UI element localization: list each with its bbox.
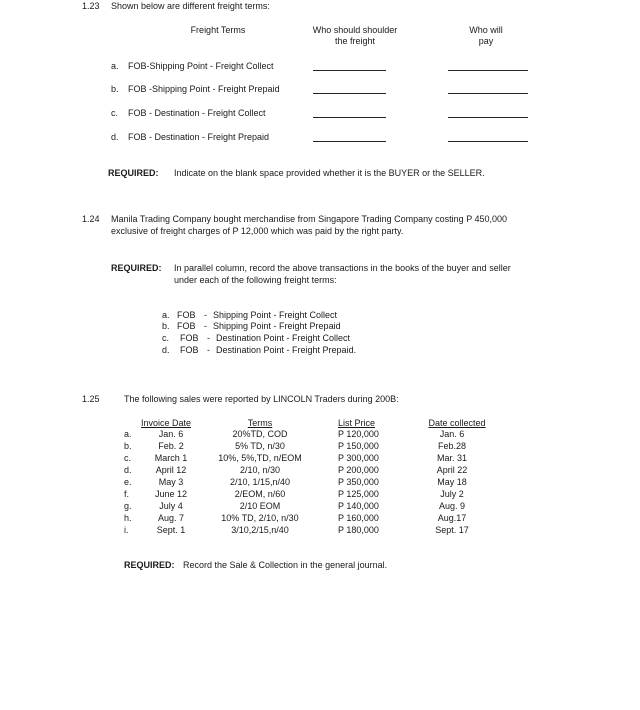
invoice-date-cell: June 12 bbox=[154, 489, 188, 499]
problem-intro-1-23: Shown below are different freight terms: bbox=[111, 1, 270, 11]
list-price-cell: P 350,000 bbox=[338, 477, 379, 487]
header-who-pay bbox=[446, 25, 526, 47]
date-collected-cell: May 18 bbox=[437, 477, 467, 487]
terms-cell: 10%, 5%,TD, n/EOM bbox=[218, 453, 302, 463]
invoice-date-cell: July 4 bbox=[159, 501, 183, 511]
header-freight-terms: Freight Terms bbox=[190, 25, 246, 35]
header-who-pay-line1: Who will bbox=[469, 25, 503, 35]
freight-item-letter: c. bbox=[111, 108, 119, 118]
freight-item-text: FOB-Shipping Point - Freight Collect bbox=[128, 61, 274, 71]
date-collected-cell: April 22 bbox=[436, 465, 468, 475]
required-text-line1-1-24: In parallel column, record the above transactions in the books of the buyer and seller bbox=[174, 263, 511, 273]
row-letter: b. bbox=[124, 441, 132, 451]
freight-item-text: FOB -Shipping Point - Freight Prepaid bbox=[128, 84, 280, 94]
freight-item-letter: b. bbox=[111, 84, 119, 94]
term-letter: c. bbox=[162, 333, 170, 343]
row-letter: d. bbox=[124, 465, 132, 475]
problem-intro-1-25: The following sales were reported by LINCOLN Traders during 200B: bbox=[124, 394, 399, 404]
date-collected-cell: July 2 bbox=[440, 489, 464, 499]
terms-cell: 3/10,2/15,n/40 bbox=[231, 525, 289, 535]
required-label-1-23: REQUIRED: bbox=[108, 168, 159, 178]
col-header-date-collected: Date collected bbox=[428, 418, 486, 428]
date-collected-cell: Sept. 17 bbox=[435, 525, 469, 535]
term-letter: a. bbox=[162, 310, 170, 320]
terms-cell: 2/EOM, n/60 bbox=[234, 489, 286, 499]
header-who-shoulder bbox=[300, 25, 410, 47]
list-price-cell: P 150,000 bbox=[338, 441, 379, 451]
list-price-cell: P 125,000 bbox=[338, 489, 379, 499]
term-letter: d. bbox=[162, 345, 170, 355]
row-letter: e. bbox=[124, 477, 132, 487]
header-who-shoulder-line1: Who should shoulder bbox=[312, 25, 398, 35]
list-price-cell: P 160,000 bbox=[338, 513, 379, 523]
shoulder-blank-c[interactable] bbox=[313, 117, 386, 118]
terms-cell: 2/10, n/30 bbox=[239, 465, 281, 475]
col-header-terms: Terms bbox=[247, 418, 273, 428]
terms-cell: 5% TD, n/30 bbox=[235, 441, 285, 451]
pay-blank-c[interactable] bbox=[448, 117, 528, 118]
term-letter: b. bbox=[162, 321, 170, 331]
invoice-date-cell: Sept. 1 bbox=[156, 525, 186, 535]
list-price-cell: P 180,000 bbox=[338, 525, 379, 535]
header-who-pay-line2: pay bbox=[478, 36, 494, 46]
invoice-date-cell: April 12 bbox=[155, 465, 187, 475]
pay-blank-b[interactable] bbox=[448, 93, 528, 94]
problem-number-1-24: 1.24 bbox=[82, 214, 100, 224]
row-letter: h. bbox=[124, 513, 132, 523]
pay-blank-d[interactable] bbox=[448, 141, 528, 142]
date-collected-cell: Mar. 31 bbox=[436, 453, 467, 463]
freight-item-letter: d. bbox=[111, 132, 119, 142]
required-text-1-23: Indicate on the blank space provided whether it is the BUYER or the SELLER. bbox=[174, 168, 485, 178]
problem-number-1-25: 1.25 bbox=[82, 394, 100, 404]
problem-body-line1-1-24: Manila Trading Company bought merchandise from Singapore Trading Company costing P 450,000 bbox=[111, 214, 508, 224]
term-fob: FOB bbox=[180, 345, 199, 355]
date-collected-cell: Aug.17 bbox=[437, 513, 467, 523]
terms-cell: 20%TD, COD bbox=[232, 429, 288, 439]
problem-number-1-23: 1.23 bbox=[82, 1, 100, 11]
invoice-date-cell: Feb. 2 bbox=[158, 441, 184, 451]
term-dash: - bbox=[204, 321, 207, 331]
col-header-list-price: List Price bbox=[338, 418, 376, 428]
date-collected-cell: Aug. 9 bbox=[438, 501, 466, 511]
required-label-1-25: REQUIRED: bbox=[124, 560, 175, 570]
list-price-cell: P 200,000 bbox=[338, 465, 379, 475]
term-fob: FOB bbox=[177, 321, 196, 331]
term-dash: - bbox=[207, 345, 210, 355]
list-price-cell: P 140,000 bbox=[338, 501, 379, 511]
header-who-shoulder-line2: the freight bbox=[334, 36, 376, 46]
shoulder-blank-d[interactable] bbox=[313, 141, 386, 142]
row-letter: c. bbox=[124, 453, 132, 463]
freight-item-letter: a. bbox=[111, 61, 119, 71]
row-letter: a. bbox=[124, 429, 132, 439]
list-price-cell: P 120,000 bbox=[338, 429, 379, 439]
row-letter: i. bbox=[124, 525, 129, 535]
terms-cell: 2/10, 1/15,n/40 bbox=[229, 477, 291, 487]
shoulder-blank-b[interactable] bbox=[313, 93, 386, 94]
invoice-date-cell: Aug. 7 bbox=[157, 513, 185, 523]
term-text: Shipping Point - Freight Collect bbox=[213, 310, 338, 320]
term-text: Destination Point - Freight Collect bbox=[216, 333, 351, 343]
col-header-invoice-date: Invoice Date bbox=[140, 418, 192, 428]
date-collected-cell: Jan. 6 bbox=[439, 429, 465, 439]
required-text-1-25: Record the Sale & Collection in the general journal. bbox=[183, 560, 388, 570]
problem-body-line2-1-24: exclusive of freight charges of P 12,000 which was paid by the right party. bbox=[111, 226, 404, 236]
date-collected-cell: Feb.28 bbox=[437, 441, 467, 451]
term-dash: - bbox=[207, 333, 210, 343]
term-text: Shipping Point - Freight Prepaid bbox=[213, 321, 341, 331]
pay-blank-a[interactable] bbox=[448, 70, 528, 71]
invoice-date-cell: Jan. 6 bbox=[158, 429, 184, 439]
list-price-cell: P 300,000 bbox=[338, 453, 379, 463]
freight-item-text: FOB - Destination - Freight Collect bbox=[128, 108, 266, 118]
terms-cell: 10% TD, 2/10, n/30 bbox=[221, 513, 299, 523]
required-text-line2-1-24: under each of the following freight terms: bbox=[174, 275, 337, 285]
term-dash: - bbox=[204, 310, 207, 320]
term-fob: FOB bbox=[180, 333, 199, 343]
invoice-date-cell: March 1 bbox=[154, 453, 188, 463]
row-letter: f. bbox=[124, 489, 130, 499]
terms-cell: 2/10 EOM bbox=[239, 501, 281, 511]
term-text: Destination Point - Freight Prepaid. bbox=[216, 345, 357, 355]
shoulder-blank-a[interactable] bbox=[313, 70, 386, 71]
invoice-date-cell: May 3 bbox=[158, 477, 184, 487]
freight-item-text: FOB - Destination - Freight Prepaid bbox=[128, 132, 270, 142]
row-letter: g. bbox=[124, 501, 132, 511]
required-label-1-24: REQUIRED: bbox=[111, 263, 162, 273]
term-fob: FOB bbox=[177, 310, 196, 320]
